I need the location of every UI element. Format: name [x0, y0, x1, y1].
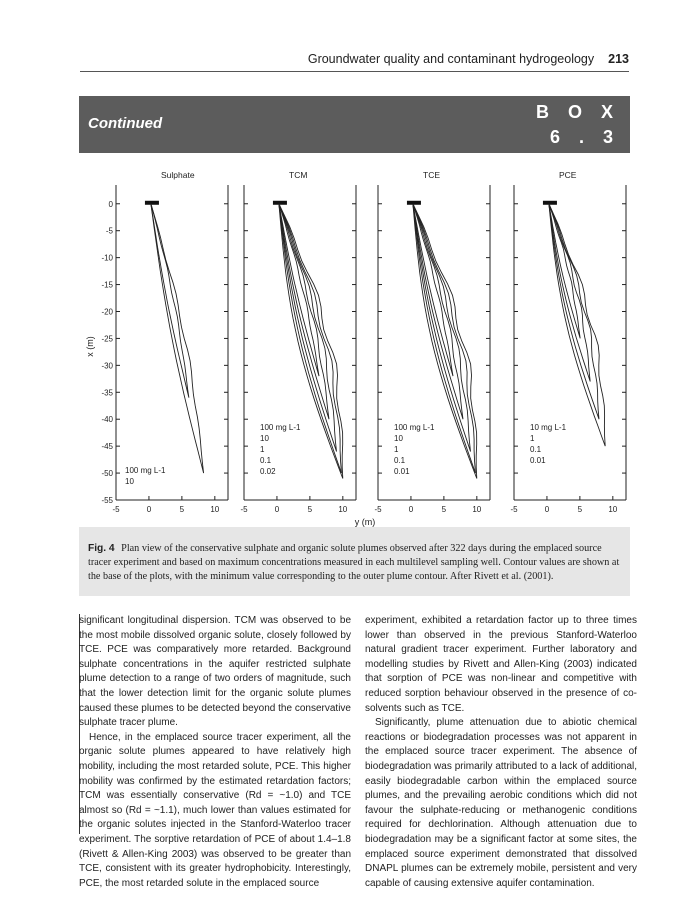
x-tick-label: -5 [510, 505, 518, 514]
paragraph: experiment, exhibited a retardation factor up to three times lower than observed in the previous Stanford-Waterloo natural gradient tracer experiment. Further laboratory and modelling studies by Rivett and Allen-King (2003) indicated that sorption of PCE was non-linear and competitive with reduced sorption behaviour observed in the presence of co-solvents such as TCE. [365, 615, 637, 714]
x-tick-label: 0 [544, 505, 550, 514]
x-axis-label: y (m) [354, 517, 376, 527]
y-tick-label: -45 [101, 442, 113, 452]
figure-label: Fig. 4 [88, 543, 115, 554]
panel-title: PCE [559, 170, 577, 180]
x-tick-label: 10 [210, 505, 220, 514]
source-zone [543, 201, 557, 205]
y-tick-label: -10 [101, 253, 113, 263]
contour-label: 1 [260, 444, 265, 454]
running-header [308, 52, 629, 66]
source-zone [145, 201, 159, 205]
contour-label: 10 [260, 433, 269, 443]
x-tick-label: 10 [608, 505, 618, 514]
contour-label: 1 [394, 444, 399, 454]
x-tick-label: 0 [408, 505, 414, 514]
box-word: B O X [535, 102, 620, 122]
x-tick-label: -5 [112, 505, 120, 514]
plot-panel-pce [510, 170, 626, 514]
contour-label: 0.1 [260, 455, 272, 465]
y-axis-label: x (m) [85, 336, 95, 357]
plume-contour [549, 204, 580, 339]
figure-panel [79, 153, 630, 527]
source-zone [407, 201, 421, 205]
paragraph: significant longitudinal dispersion. TCM was observed to be the most mobile dissolved organic solute, closely followed by TCE. PCE was comparatively more retarded. Background sulphate concentrations in the aquifer restricted sulphate plume detection to a range of two orders of magnitude, such that the lower detection limit for the organic solute plumes caused these plumes to be detected beyond the conservative sulphate tracer plume. [79, 615, 351, 729]
figure-caption [88, 542, 623, 584]
box-6-3 [79, 96, 630, 596]
contour-label: 1 [530, 433, 535, 443]
box-number: 6 . 3 [549, 127, 620, 147]
header-rule [80, 71, 629, 72]
contour-label: 0.01 [530, 455, 546, 465]
contour-label: 100 mg L-1 [394, 422, 435, 432]
running-title: Groundwater quality and contaminant hydrogeology [307, 52, 595, 66]
contour-label: 10 [125, 477, 134, 487]
contour-label: 0.01 [394, 466, 410, 476]
contour-label: 10 mg L-1 [530, 422, 567, 432]
y-tick-label: -25 [101, 334, 113, 344]
y-tick-label: -5 [105, 226, 113, 236]
box-title-band [79, 96, 630, 153]
y-tick-label: -40 [101, 415, 113, 425]
contour-label: 0.02 [260, 466, 276, 476]
x-tick-label: 0 [274, 505, 280, 514]
plume-contour [151, 204, 204, 473]
paragraph: Hence, in the emplaced source tracer experiment, all the organic solute plumes appeared to have relatively high mobility, including the most retarded solute, PCE. This higher mobility was confirmed by the estimated retardation factors; TCM was essentially conservative (Rd = ~1.0) and TCE almost so (Rd = ~1.1), much lower than values estimated for the organic solutes injected in the Stanford-Waterloo tracer experiment. The sorptive retardation of PCE of about 1.4–1.8 (Rivett & Allen-King 2003) was observed to be greater than TCE, consistent with its greater hydrophobicity. Interestingly, PCE, the most retarded solute in the emplaced source [79, 731, 351, 889]
panel-title: TCM [289, 170, 308, 180]
box-label [536, 100, 620, 150]
y-tick-label: 0 [108, 199, 113, 209]
plume-contour [549, 204, 605, 446]
panel-title: Sulphate [161, 170, 195, 180]
plume-figure [79, 153, 630, 527]
paragraph: Significantly, plume attenuation due to abiotic chemical reactions or biodegradation processes was not apparent in the emplaced source tracer experiment. The absence of biodegradation was primarily attributed to a lack of additional, easily biodegradable carbon within the emplaced source plumes, and the prevailing aerobic conditions which did not favour the sulphate-reducing or methanogenic conditions required for dechlorination. Although attenuation due to biodegradation may be a significant factor at some sites, the emplaced source experiment demonstrated that dissolved DNAPL plumes can be extremely mobile, persistent and very capable of causing extensive aquifer contamination. [365, 717, 637, 889]
x-tick-label: -5 [374, 505, 382, 514]
x-tick-label: 5 [179, 505, 185, 514]
plume-contour [413, 204, 477, 479]
y-tick-label: -30 [101, 361, 113, 371]
plume-contour [549, 204, 599, 419]
source-zone [273, 201, 287, 205]
contour-label: 0.1 [530, 444, 542, 454]
plot-panel-tcm [240, 170, 356, 514]
y-tick-label: -35 [101, 388, 113, 398]
x-tick-label: 5 [441, 505, 447, 514]
panel-title: TCE [423, 170, 440, 180]
contour-label: 100 mg L-1 [125, 466, 166, 476]
plot-panel-tce [374, 170, 490, 514]
y-tick-label: -15 [101, 280, 113, 290]
plume-contour [279, 204, 342, 473]
y-tick-label: -55 [101, 496, 113, 505]
x-tick-label: 5 [307, 505, 313, 514]
x-tick-label: 10 [472, 505, 482, 514]
y-tick-label: -20 [101, 307, 113, 317]
x-tick-label: -5 [240, 505, 248, 514]
continued-label: Continued [88, 115, 163, 132]
body-column-left [79, 614, 351, 891]
page-number: 213 [608, 52, 629, 66]
caption-text: Plan view of the conservative sulphate and organic solute plumes observed after 322 days during the emplaced source tracer experiment and based on maximum concentrations measured in each multilevel sampling well. Contour values are shown at the base of the plots, with the minimum value corresponding to the outer plume contour. After Rivett et al. (2001). [88, 543, 620, 582]
contour-label: 10 [394, 433, 403, 443]
y-tick-label: -50 [101, 469, 113, 479]
contour-label: 0.1 [394, 455, 406, 465]
plume-contour [151, 204, 189, 398]
contour-label: 100 mg L-1 [260, 422, 301, 432]
x-tick-label: 10 [338, 505, 348, 514]
x-tick-label: 5 [577, 505, 583, 514]
plume-contour [279, 204, 343, 479]
x-tick-label: 0 [146, 505, 152, 514]
body-column-right [365, 614, 637, 891]
plot-panel-sulphate [101, 170, 228, 514]
plume-contour [413, 204, 476, 473]
